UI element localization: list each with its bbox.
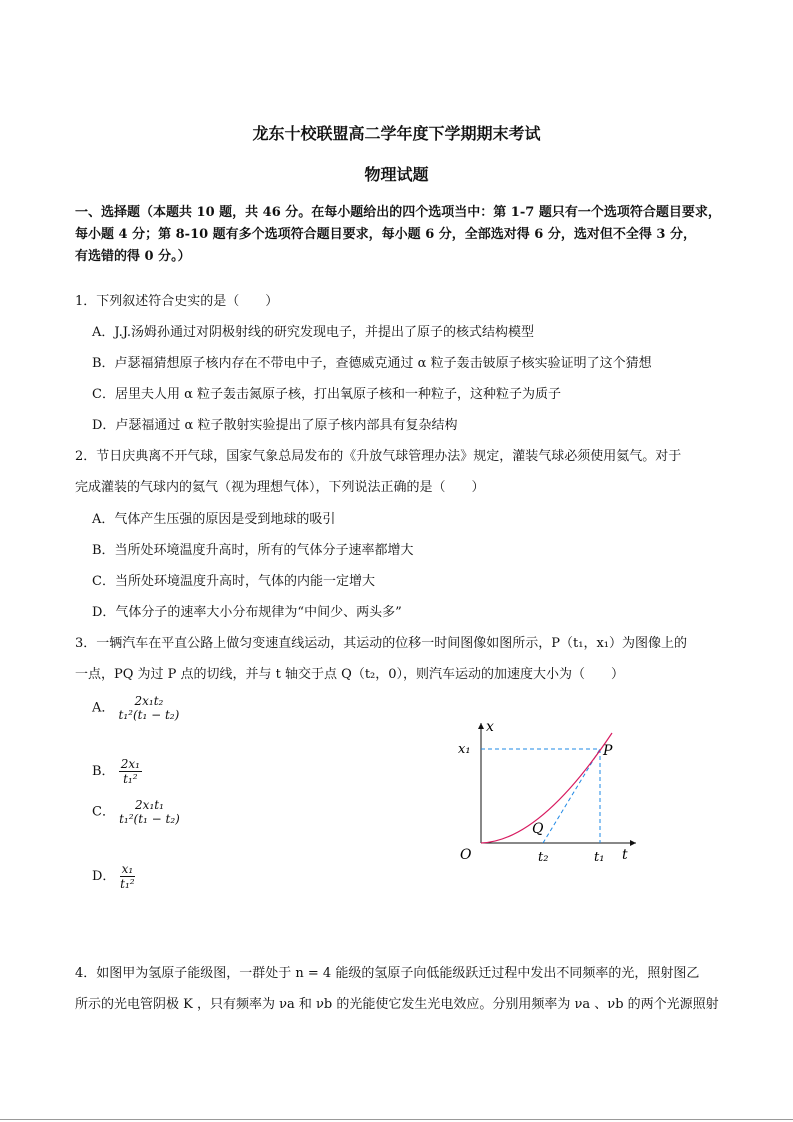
denominator: t₁² bbox=[123, 772, 138, 786]
q4-stem-line: 所示的光电管阴极 K ，只有频率为 νa 和 νb 的光能使它发生光电效应。分别用频率为 νa 、νb 的两个光源照射 bbox=[75, 997, 719, 1012]
q2-option-a: A．气体产生压强的原因是受到地球的吸引 bbox=[92, 512, 336, 527]
q2-option-c: C．当所处环境温度升高时，气体的内能一定增大 bbox=[92, 574, 375, 589]
section-instructions-line: 每小题 4 分；第 8-10 题有多个选项符合题目要求，每小题 6 分，全部选对得 6 分，选对但不全得 3 分， bbox=[75, 227, 696, 242]
q2-option-d: D．气体分子的速率大小分布规律为“中间少、两头多” bbox=[92, 605, 402, 620]
numerator: x₁ bbox=[121, 862, 134, 876]
point-q-label: Q bbox=[532, 821, 544, 837]
exam-title: 龙东十校联盟高二学年度下学期期末考试 bbox=[252, 124, 541, 143]
numerator: 2x₁ bbox=[120, 757, 140, 771]
q1-option-d: D．卢瑟福通过 α 粒子散射实验提出了原子核内部具有复杂结构 bbox=[92, 418, 458, 433]
numerator: 2x₁t₁ bbox=[135, 798, 164, 812]
q1-option-b: B．卢瑟福猜想原子核内存在不带电中子，查德威克通过 α 粒子轰击铍原子核实验证明了这个猜想 bbox=[92, 356, 652, 371]
q3-option-b bbox=[92, 757, 142, 786]
option-label: A． bbox=[92, 700, 115, 716]
numerator: 2x₁t₂ bbox=[134, 694, 164, 708]
page-bottom-rule bbox=[0, 1119, 793, 1120]
section-instructions-line: 有选错的得 0 分。） bbox=[75, 249, 191, 264]
exam-subtitle: 物理试题 bbox=[364, 165, 429, 184]
tangent-line-pq bbox=[543, 749, 600, 843]
x-t-graph bbox=[440, 715, 650, 875]
q1-option-c: C．居里夫人用 α 粒子轰击氮原子核，打出氧原子核和一种粒子，这种粒子为质子 bbox=[92, 387, 561, 402]
q1-option-a: A．J.J.汤姆孙通过对阴极射线的研究发现电子，并提出了原子的核式结构模型 bbox=[92, 325, 535, 340]
t-axis-label: t bbox=[622, 847, 628, 863]
denominator: t₁² bbox=[120, 877, 135, 891]
q4-stem-line: 4．如图甲为氢原子能级图，一群处于 n = 4 能级的氢原子向低能级跃迁过程中发出不同频率的光，照射图乙 bbox=[75, 966, 700, 981]
q2-stem-line: 完成灌装的气球内的氦气（视为理想气体），下列说法正确的是（ ） bbox=[75, 480, 485, 495]
q1-stem: 1．下列叙述符合史实的是（ ） bbox=[75, 294, 279, 309]
point-p-label: P bbox=[603, 743, 613, 759]
q3-option-d bbox=[92, 862, 135, 891]
option-label: D． bbox=[92, 869, 116, 884]
section-instructions-line: 一、选择题（本题共 10 题，共 46 分。在每小题给出的四个选项当中：第 1-7 题只有一个选项符合题目要求， bbox=[75, 205, 721, 220]
q3-option-c bbox=[92, 798, 180, 826]
origin-label: O bbox=[460, 847, 472, 863]
q3-stem-line: 一点，PQ 为过 P 点的切线，并与 t 轴交于点 Q（t₂，0），则汽车运动的加速度大小为（ ） bbox=[75, 667, 625, 682]
q2-stem-line: 2．节日庆典离不开气球，国家气象总局发布的《升放气球管理办法》规定，灌装气球必须使用氦气。对于 bbox=[75, 449, 682, 464]
q3-option-a bbox=[92, 694, 179, 722]
t2-label: t₂ bbox=[538, 850, 549, 865]
option-label: C． bbox=[92, 804, 115, 820]
t1-label: t₁ bbox=[594, 850, 605, 865]
q2-option-b: B．当所处环境温度升高时，所有的气体分子速率都增大 bbox=[92, 543, 414, 558]
x-axis-label: x bbox=[486, 719, 494, 735]
option-label: B． bbox=[92, 764, 115, 779]
denominator: t₁²(t₁ − t₂) bbox=[119, 812, 180, 826]
x1-label: x₁ bbox=[458, 742, 471, 757]
q3-stem-line: 3．一辆汽车在平直公路上做匀变速直线运动，其运动的位移一时间图像如图所示，P（t₁，x₁）为图像上的 bbox=[75, 636, 687, 651]
denominator: t₁²(t₁ − t₂) bbox=[118, 708, 180, 722]
